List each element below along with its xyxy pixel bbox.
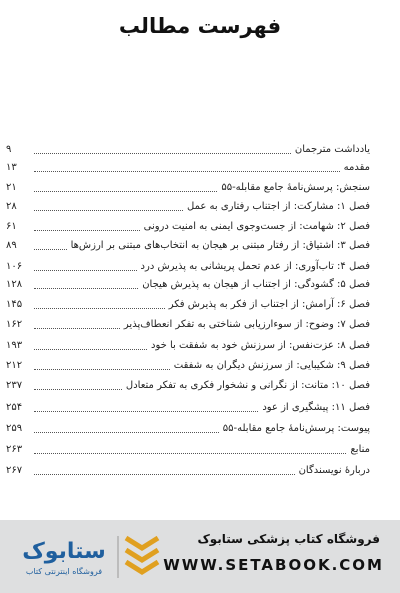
toc-page-number: ۸۹ [6, 240, 17, 251]
toc-page-number: ۱۴۵ [6, 299, 23, 310]
toc-entry[interactable] [6, 440, 370, 457]
toc-entry[interactable] [6, 461, 370, 478]
toc-entry-label: فصل ۴: تاب‌آوری: از عدم تحمل پریشانی به پذیرش درد [140, 261, 370, 272]
logo-chevron-icon [126, 538, 158, 572]
toc-entry-label: سنجش: پرسش‌نامهٔ جامع مقابله-۵۵ [221, 182, 370, 193]
toc-page-number: ۱۳ [6, 162, 17, 173]
toc-dot-leader [34, 328, 120, 329]
toc-page-number: ۶۱ [6, 221, 17, 232]
toc-entry[interactable] [6, 398, 370, 415]
toc-dot-leader [34, 474, 295, 475]
toc-dot-leader [34, 308, 165, 309]
toc-entry[interactable] [6, 376, 370, 393]
toc-entry-label: فصل ۲: شهامت: از جست‌وجوی ایمنی به امنیت درونی [143, 221, 370, 232]
toc-entry-label: مقدمه [343, 162, 370, 173]
toc-page-number: ۲۶۳ [6, 444, 23, 455]
toc-page-number: ۲۵۹ [6, 423, 23, 434]
toc-page-number: ۲۶۷ [6, 465, 23, 476]
toc-page-number: ۱۰۶ [6, 261, 23, 272]
toc-dot-leader [34, 411, 258, 412]
toc-entry-label: فصل ۱۱: پیشگیری از عود [262, 402, 370, 413]
toc-page-number: ۲۸ [6, 201, 17, 212]
toc-entry[interactable] [6, 257, 370, 274]
toc-entry-label: فصل ۱۰: متانت: از نگرانی و نشخوار فکری به تفکر متعادل [125, 380, 370, 391]
toc-entry-label: یادداشت مترجمان [294, 144, 370, 155]
toc-entry[interactable] [6, 236, 370, 253]
toc-entry[interactable] [6, 295, 370, 312]
toc-page-number: ۲۵۴ [6, 402, 23, 413]
toc-entry-label: فصل ۳: اشتیاق: از رفتار مبتنی بر هیجان به انتخاب‌های مبتنی بر ارزش‌ها [70, 240, 370, 251]
toc-dot-leader [34, 453, 346, 454]
logo-subtext: فروشگاه اینترنتی کتاب [25, 567, 103, 576]
toc-page-number: ۲۱۲ [6, 360, 23, 371]
page-title: فهرست مطالب [118, 14, 282, 38]
toc-page-number: ۹ [6, 144, 12, 155]
logo-wordmark: ستابوک [22, 539, 106, 564]
toc-entry[interactable] [6, 158, 370, 175]
toc-dot-leader [34, 230, 140, 231]
toc-entry[interactable] [6, 315, 370, 332]
toc-dot-leader [34, 191, 217, 192]
toc-entry-label: فصل ۷: وضوح: از سوءارزیابی شناختی به تفکر انعطاف‌پذیر [123, 319, 370, 330]
toc-entry[interactable] [6, 140, 370, 157]
toc-entry[interactable] [6, 275, 370, 292]
toc-page-number: ۱۹۳ [6, 340, 23, 351]
toc-entry[interactable] [6, 356, 370, 373]
toc-entry[interactable] [6, 217, 370, 234]
toc-dot-leader [34, 369, 170, 370]
toc-entry-label: پیوست: پرسش‌نامهٔ جامع مقابله-۵۵ [222, 423, 370, 434]
toc-entry[interactable] [6, 178, 370, 195]
toc-dot-leader [34, 171, 340, 172]
shop-url[interactable]: WWW.SETABOOK.COM [163, 556, 384, 574]
toc-entry-label: فصل ۵: گشودگی: از اجتناب از هیجان به پذیرش هیجان [142, 279, 370, 290]
toc-entry-label: فصل ۶: آرامش: از اجتناب از فکر به پذیرش فکر [168, 299, 370, 310]
shop-name: فروشگاه کتاب پزشکی ستابوک [197, 532, 380, 546]
setabook-logo [12, 528, 162, 584]
toc-page-number: ۱۲۸ [6, 279, 23, 290]
toc-dot-leader [34, 153, 291, 154]
toc-entry-label: دربارهٔ نویسندگان [298, 465, 370, 476]
toc-page-number: ۲۱ [6, 182, 17, 193]
toc-dot-leader [34, 389, 122, 390]
toc-dot-leader [34, 432, 219, 433]
toc-dot-leader [34, 210, 183, 211]
toc-entry-label: فصل ۱: مشارکت: از اجتناب رفتاری به عمل [187, 201, 370, 212]
toc-entry-label: فصل ۸: عزت‌نفس: از سرزنش خود به شفقت با خود [150, 340, 370, 351]
toc-dot-leader [34, 288, 138, 289]
toc-dot-leader [34, 270, 137, 271]
toc-entry[interactable] [6, 197, 370, 214]
toc-entry[interactable] [6, 419, 370, 436]
toc-page-number: ۱۶۲ [6, 319, 23, 330]
toc-dot-leader [34, 349, 147, 350]
toc-page-number: ۲۳۷ [6, 380, 23, 391]
toc-entry-label: فصل ۹: شکیبایی: از سرزنش دیگران به شفقت [173, 360, 370, 371]
toc-entry-label: منابع [350, 444, 370, 455]
toc-entry[interactable] [6, 336, 370, 353]
toc-dot-leader [34, 249, 67, 250]
footer-banner [0, 520, 400, 593]
